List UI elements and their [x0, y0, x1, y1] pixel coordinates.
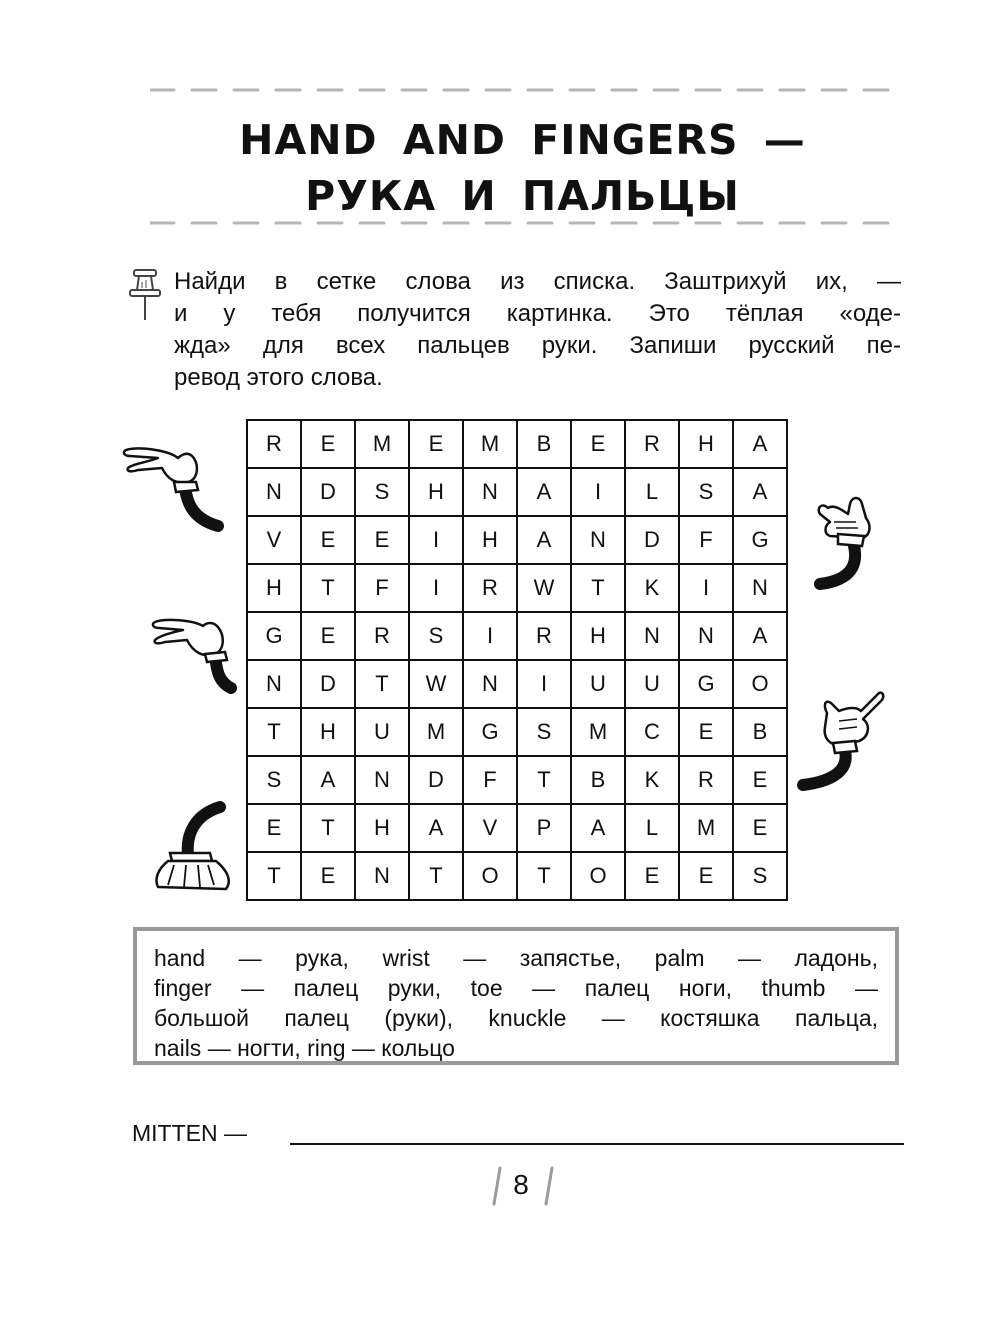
- grid-cell[interactable]: D: [301, 468, 355, 516]
- grid-cell[interactable]: T: [517, 756, 571, 804]
- grid-cell[interactable]: P: [517, 804, 571, 852]
- grid-cell[interactable]: E: [301, 420, 355, 468]
- grid-row: [247, 564, 787, 612]
- grid-cell[interactable]: E: [355, 516, 409, 564]
- grid-cell[interactable]: S: [733, 852, 787, 900]
- grid-cell[interactable]: O: [571, 852, 625, 900]
- grid-row: [247, 804, 787, 852]
- grid-cell[interactable]: T: [409, 852, 463, 900]
- grid-cell[interactable]: M: [679, 804, 733, 852]
- grid-cell[interactable]: N: [463, 468, 517, 516]
- grid-cell[interactable]: I: [409, 516, 463, 564]
- grid-row: [247, 756, 787, 804]
- page-number-marker: [486, 1164, 556, 1208]
- grid-cell[interactable]: R: [463, 564, 517, 612]
- grid-cell[interactable]: W: [409, 660, 463, 708]
- grid-cell[interactable]: U: [625, 660, 679, 708]
- grid-cell[interactable]: M: [409, 708, 463, 756]
- grid-cell[interactable]: A: [733, 468, 787, 516]
- grid-cell[interactable]: I: [409, 564, 463, 612]
- grid-cell[interactable]: R: [517, 612, 571, 660]
- grid-cell[interactable]: N: [247, 468, 301, 516]
- grid-cell[interactable]: F: [355, 564, 409, 612]
- grid-cell[interactable]: S: [409, 612, 463, 660]
- grid-cell[interactable]: G: [679, 660, 733, 708]
- grid-cell[interactable]: T: [517, 852, 571, 900]
- grid-cell[interactable]: E: [679, 852, 733, 900]
- grid-cell[interactable]: N: [733, 564, 787, 612]
- grid-cell[interactable]: N: [679, 612, 733, 660]
- grid-cell[interactable]: T: [247, 708, 301, 756]
- grid-cell[interactable]: R: [679, 756, 733, 804]
- instruction-line: ревод этого слова.: [174, 364, 383, 391]
- grid-row: [247, 468, 787, 516]
- grid-cell[interactable]: A: [517, 468, 571, 516]
- grid-cell[interactable]: N: [571, 516, 625, 564]
- grid-cell[interactable]: S: [355, 468, 409, 516]
- grid-cell[interactable]: R: [625, 420, 679, 468]
- grid-cell[interactable]: I: [571, 468, 625, 516]
- grid-cell[interactable]: I: [679, 564, 733, 612]
- grid-row: [247, 612, 787, 660]
- grid-row: [247, 660, 787, 708]
- grid-cell[interactable]: U: [571, 660, 625, 708]
- word-list-line: finger — палец руки, toe — палец ноги, thumb —: [154, 975, 878, 1001]
- instructions: [174, 266, 901, 394]
- grid-cell[interactable]: H: [463, 516, 517, 564]
- grid-cell[interactable]: I: [517, 660, 571, 708]
- grid-cell[interactable]: H: [679, 420, 733, 468]
- grid-cell[interactable]: B: [517, 420, 571, 468]
- answer-label: MITTEN —: [132, 1120, 247, 1146]
- grid-cell[interactable]: E: [571, 420, 625, 468]
- grid-cell[interactable]: N: [247, 660, 301, 708]
- grid-cell[interactable]: M: [463, 420, 517, 468]
- word-list-line: nails — ногти, ring — кольцо: [154, 1035, 455, 1061]
- grid-cell[interactable]: N: [355, 756, 409, 804]
- grid-cell[interactable]: E: [733, 804, 787, 852]
- page-number: 8: [513, 1169, 529, 1200]
- grid-cell[interactable]: M: [571, 708, 625, 756]
- word-list-line: hand — рука, wrist — запястье, palm — ладонь,: [154, 945, 878, 971]
- grid-cell[interactable]: R: [355, 612, 409, 660]
- grid-cell[interactable]: A: [301, 756, 355, 804]
- grid-cell[interactable]: N: [625, 612, 679, 660]
- grid-cell[interactable]: M: [355, 420, 409, 468]
- grid-cell[interactable]: T: [571, 564, 625, 612]
- grid-cell[interactable]: E: [625, 852, 679, 900]
- grid-cell[interactable]: H: [409, 468, 463, 516]
- grid-cell[interactable]: D: [301, 660, 355, 708]
- grid-cell[interactable]: D: [409, 756, 463, 804]
- grid-cell[interactable]: H: [247, 564, 301, 612]
- open-palm-hand-icon: [150, 795, 240, 900]
- finger-gun-hand-icon: [795, 685, 895, 800]
- grid-cell[interactable]: S: [517, 708, 571, 756]
- grid-cell[interactable]: S: [679, 468, 733, 516]
- grid-cell[interactable]: O: [733, 660, 787, 708]
- answer-writing-line[interactable]: [290, 1143, 904, 1145]
- grid-cell[interactable]: R: [247, 420, 301, 468]
- title-line-russian: РУКА И ПАЛЬЦЫ: [305, 172, 740, 220]
- instruction-line: жда» для всех пальцев руки. Запиши русский пе-: [174, 332, 901, 359]
- grid-cell[interactable]: A: [733, 420, 787, 468]
- grid-cell[interactable]: T: [301, 804, 355, 852]
- grid-cell[interactable]: C: [625, 708, 679, 756]
- grid-cell[interactable]: V: [247, 516, 301, 564]
- grid-cell[interactable]: E: [733, 756, 787, 804]
- grid-cell[interactable]: A: [571, 804, 625, 852]
- grid-cell[interactable]: K: [625, 564, 679, 612]
- instruction-line: Найди в сетке слова из списка. Заштрихуй их, —: [174, 268, 901, 295]
- pointing-hand-icon: [145, 612, 245, 707]
- grid-row: [247, 516, 787, 564]
- grid-cell[interactable]: G: [247, 612, 301, 660]
- pushpin-icon: [126, 268, 162, 329]
- grid-cell[interactable]: E: [247, 804, 301, 852]
- grid-row: [247, 420, 787, 468]
- word-list-line: большой палец (руки), knuckle — костяшка пальца,: [154, 1005, 878, 1031]
- grid-cell[interactable]: W: [517, 564, 571, 612]
- grid-cell[interactable]: O: [463, 852, 517, 900]
- grid-cell[interactable]: N: [463, 660, 517, 708]
- grid-cell[interactable]: H: [571, 612, 625, 660]
- grid-cell[interactable]: T: [247, 852, 301, 900]
- grid-cell[interactable]: A: [733, 612, 787, 660]
- grid-cell[interactable]: B: [733, 708, 787, 756]
- grid-row: [247, 708, 787, 756]
- grid-row: [247, 852, 787, 900]
- grid-cell[interactable]: L: [625, 804, 679, 852]
- thumbs-up-hand-icon: [808, 488, 898, 603]
- grid-cell[interactable]: E: [301, 612, 355, 660]
- grid-cell[interactable]: G: [463, 708, 517, 756]
- grid-cell[interactable]: E: [301, 852, 355, 900]
- word-list-box: [133, 927, 899, 1065]
- grid-cell[interactable]: E: [409, 420, 463, 468]
- grid-cell[interactable]: V: [463, 804, 517, 852]
- grid-cell[interactable]: U: [355, 708, 409, 756]
- grid-cell[interactable]: F: [463, 756, 517, 804]
- grid-cell[interactable]: I: [463, 612, 517, 660]
- grid-cell[interactable]: B: [571, 756, 625, 804]
- grid-cell[interactable]: E: [301, 516, 355, 564]
- page-title: [150, 112, 895, 224]
- title-line-english: HAND AND FINGERS —: [239, 116, 806, 164]
- grid-cell[interactable]: S: [247, 756, 301, 804]
- grid-cell[interactable]: H: [355, 804, 409, 852]
- grid-cell[interactable]: T: [355, 660, 409, 708]
- grid-cell[interactable]: L: [625, 468, 679, 516]
- word-search-grid: [246, 419, 788, 901]
- grid-cell[interactable]: H: [301, 708, 355, 756]
- pointing-hand-icon: [118, 440, 228, 545]
- grid-cell[interactable]: N: [355, 852, 409, 900]
- top-dashed-divider: [150, 86, 895, 94]
- instruction-line: и у тебя получится картинка. Это тёплая «оде-: [174, 300, 901, 327]
- grid-cell[interactable]: A: [517, 516, 571, 564]
- grid-cell[interactable]: K: [625, 756, 679, 804]
- grid-cell[interactable]: G: [733, 516, 787, 564]
- grid-cell[interactable]: A: [409, 804, 463, 852]
- grid-cell[interactable]: F: [679, 516, 733, 564]
- grid-cell[interactable]: D: [625, 516, 679, 564]
- grid-cell[interactable]: E: [679, 708, 733, 756]
- grid-cell[interactable]: T: [301, 564, 355, 612]
- bottom-dashed-divider: [150, 219, 895, 227]
